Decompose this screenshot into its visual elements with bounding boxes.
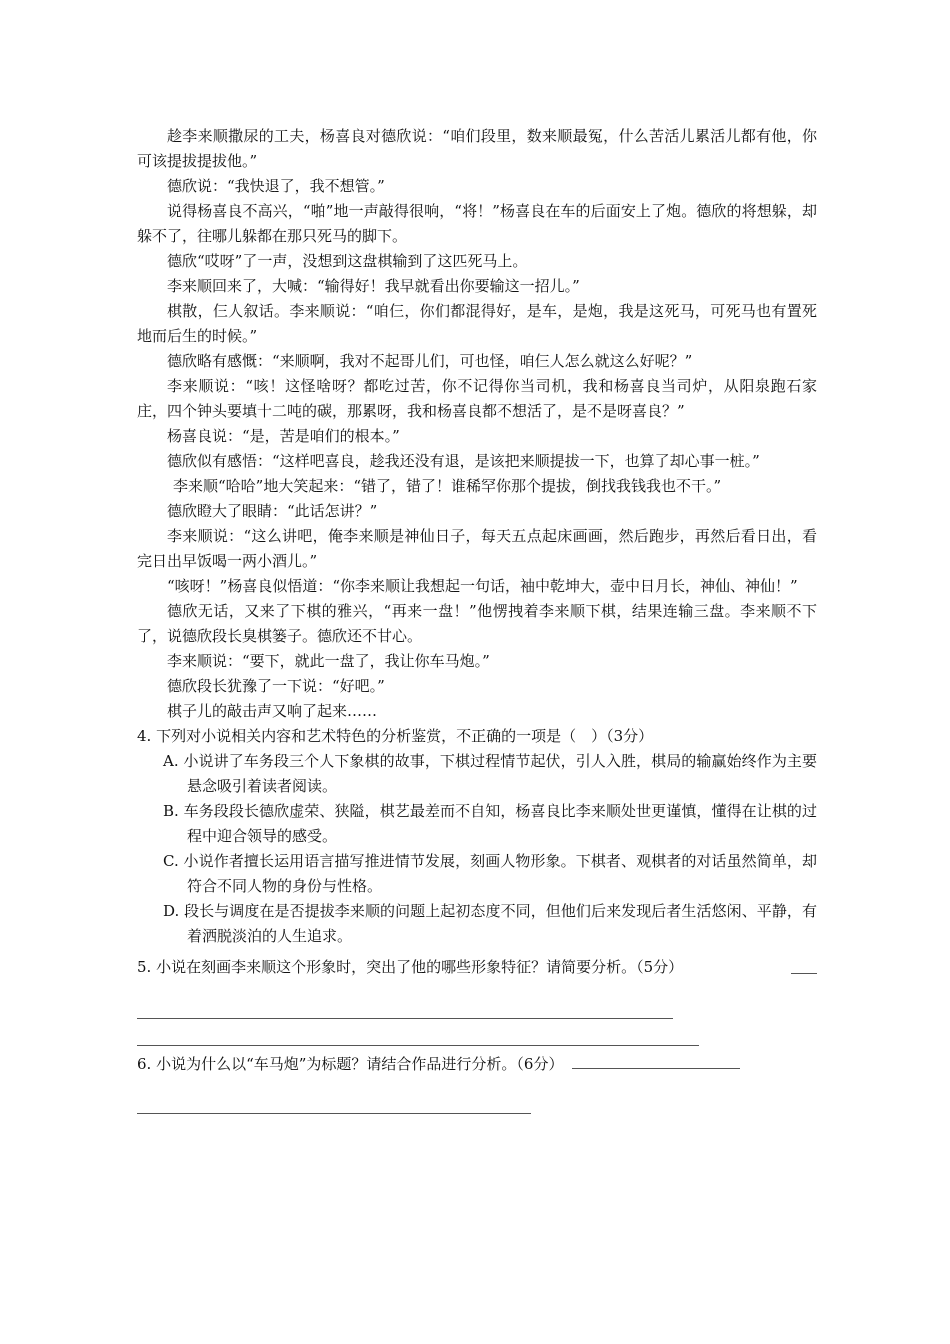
story-paragraph: 德欣段长犹豫了一下说：“好吧。” — [167, 677, 385, 695]
story-paragraph: 棋散，仨人叙话。李来顺说：“咱仨，你们都混得好，是车，是炮，我是这死马，可死马也有置死地而后生的时候。” — [137, 302, 817, 345]
story-paragraph: 杨喜良说：“是，苦是咱们的根本。” — [167, 427, 400, 445]
story-paragraph: 李来顺“哈哈”地大笑起来：“错了，错了！谁稀罕你那个提拔，倒找我钱我也不干。” — [173, 477, 722, 495]
story-text — [137, 124, 817, 724]
story-paragraph: 德欣瞪大了眼睛：“此话怎讲？” — [167, 502, 378, 520]
option-a: A. 小说讲了车务段三个人下象棋的故事，下棋过程情节起伏，引人入胜，棋局的输赢始终作为主要悬念吸引着读者阅读。 — [163, 752, 817, 795]
story-paragraph: 说得杨喜良不高兴，“啪”地一声敲得很响，“将！”杨喜良在车的后面安上了炮。德欣的将想躲，却躲不了，往哪儿躲都在那只死马的脚下。 — [137, 202, 817, 245]
answer-line[interactable] — [137, 994, 673, 1019]
story-paragraph: 李来顺说：“要下，就此一盘了，我让你车马炮。” — [167, 652, 490, 670]
story-paragraph: 棋子儿的敲击声又响了起来…… — [167, 702, 378, 720]
story-paragraph: 李来顺回来了，大喊：“输得好！我早就看出你要输这一招儿。” — [167, 277, 580, 295]
answer-line[interactable] — [572, 1054, 740, 1069]
question-6-stem: 6. 小说为什么以“车马炮”为标题？请结合作品进行分析。（6分） — [137, 1055, 564, 1073]
option-b: B. 车务段段长德欣虚荣、狭隘，棋艺最差而不自知，杨喜良比李来顺处世更谨慎，懂得在让棋的过程中迎合领导的感受。 — [163, 802, 817, 845]
option-c: C. 小说作者擅长运用语言描写推进情节发展，刻画人物形象。下棋者、观棋者的对话虽然简单，却符合不同人物的身份与性格。 — [163, 852, 817, 895]
question-5-stem: 5. 小说在刻画李来顺这个形象时，突出了他的哪些形象特征？请简要分析。（5分） — [137, 958, 684, 976]
story-paragraph: 德欣略有感慨：“来顺啊，我对不起哥儿们，可也怪，咱仨人怎么就这么好呢？” — [167, 352, 693, 370]
exam-page — [137, 124, 817, 1114]
answer-line[interactable] — [137, 1089, 531, 1114]
story-paragraph: 趁李来顺撒尿的工夫，杨喜良对德欣说：“咱们段里，数来顺最冤，什么苦活儿累活儿都有他，你可该提拔提拔他。” — [137, 127, 817, 170]
story-paragraph: “咳呀！”杨喜良似悟道：“你李来顺让我想起一句话，袖中乾坤大，壶中日月长，神仙、神仙！” — [167, 577, 798, 595]
question-5 — [137, 955, 817, 1046]
story-paragraph: 德欣“哎呀”了一声，没想到这盘棋输到了这匹死马上。 — [167, 252, 528, 270]
story-paragraph: 德欣无话，又来了下棋的雅兴，“再来一盘！”他愣拽着李来顺下棋，结果连输三盘。李来顺不下了，说德欣段长臭棋篓子。德欣还不甘心。 — [137, 602, 817, 645]
story-paragraph: 德欣似有感悟：“这样吧喜良，趁我还没有退，是该把来顺提拔一下，也算了却心事一桩。” — [167, 452, 760, 470]
question-4-options — [137, 749, 817, 949]
question-6 — [137, 1052, 817, 1114]
option-d: D. 段长与调度在是否提拔李来顺的问题上起初态度不同，但他们后来发现后者生活悠闲、平静，有着洒脱淡泊的人生追求。 — [163, 902, 817, 945]
answer-line[interactable] — [137, 1021, 699, 1046]
question-4-stem: 4. 下列对小说相关内容和艺术特色的分析鉴赏，不正确的一项是（ ）（3分） — [137, 727, 654, 745]
story-paragraph: 李来顺说：“这么讲吧，俺李来顺是神仙日子，每天五点起床画画，然后跑步，再然后看日出，看完日出早饭喝一两小酒儿。” — [137, 527, 817, 570]
story-paragraph: 德欣说：“我快退了，我不想管。” — [167, 177, 385, 195]
answer-line[interactable] — [791, 959, 817, 974]
question-4 — [137, 724, 817, 949]
story-paragraph: 李来顺说：“咳！这怪啥呀？都吃过苦，你不记得你当司机，我和杨喜良当司炉，从阳泉跑石家庄，四个钟头要填十二吨的碳，那累呀，我和杨喜良都不想活了，是不是呀喜良？” — [137, 377, 817, 420]
